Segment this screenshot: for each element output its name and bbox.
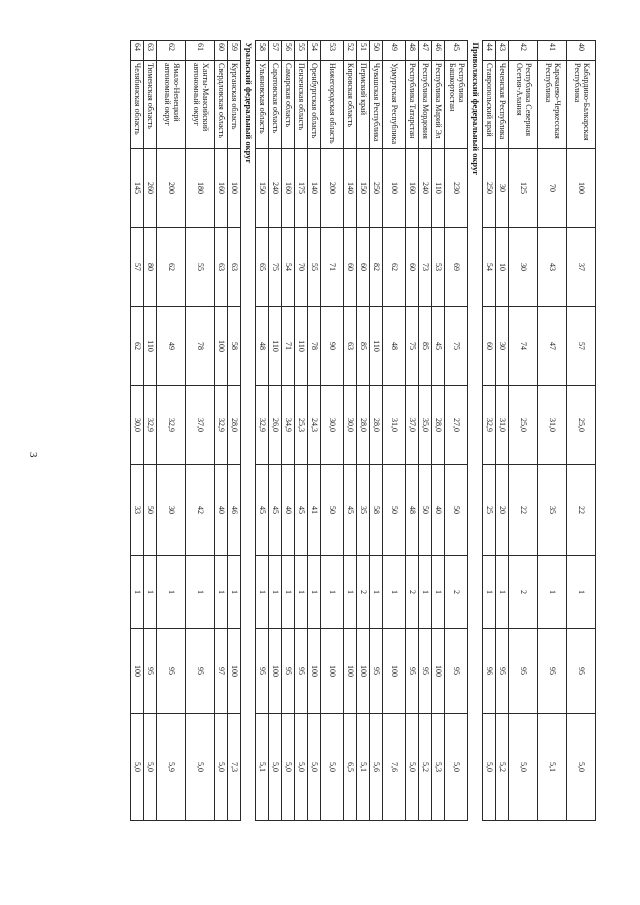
value-6: 1 xyxy=(157,556,186,629)
table-row xyxy=(282,41,295,821)
region-name: Оренбургская область xyxy=(308,61,321,149)
region-name: Республика Марий Эл xyxy=(432,61,445,149)
table-block-privolzhsky xyxy=(256,41,468,821)
table-row xyxy=(496,41,509,821)
table-row xyxy=(295,41,308,821)
region-name: Пензенская область xyxy=(295,61,308,149)
value-6: 1 xyxy=(144,556,157,629)
value-5: 20 xyxy=(496,465,509,556)
value-4: 32,9 xyxy=(144,386,157,465)
value-8: 5,0 xyxy=(509,714,538,821)
value-1: 240 xyxy=(269,149,282,228)
row-number: 49 xyxy=(383,41,406,61)
value-8: 5,0 xyxy=(308,714,321,821)
value-7: 95 xyxy=(295,629,308,714)
value-7: 95 xyxy=(538,629,567,714)
value-5: 50 xyxy=(321,465,344,556)
value-4: 34,9 xyxy=(282,386,295,465)
row-number: 60 xyxy=(215,41,228,61)
value-3: 90 xyxy=(321,307,344,386)
value-1: 30 xyxy=(496,149,509,228)
value-6: 1 xyxy=(228,556,241,629)
region-name: Кабардино-Балкарская Республика xyxy=(567,61,596,149)
value-8: 5,0 xyxy=(445,714,468,821)
value-6: 1 xyxy=(321,556,344,629)
value-5: 22 xyxy=(567,465,596,556)
value-5: 41 xyxy=(308,465,321,556)
value-6: 2 xyxy=(357,556,370,629)
value-3: 45 xyxy=(432,307,445,386)
region-name: Ставропольский край xyxy=(483,61,496,149)
region-name: Челябинская область xyxy=(131,61,144,149)
value-5: 48 xyxy=(406,465,419,556)
value-5: 33 xyxy=(131,465,144,556)
value-5: 50 xyxy=(383,465,406,556)
value-8: 5,0 xyxy=(295,714,308,821)
value-6: 2 xyxy=(406,556,419,629)
value-4: 32,9 xyxy=(215,386,228,465)
value-8: 5,0 xyxy=(567,714,596,821)
value-2: 37 xyxy=(567,228,596,307)
table-row xyxy=(419,41,432,821)
row-number: 63 xyxy=(144,41,157,61)
region-name: Ямало-Ненецкий автономный округ xyxy=(157,61,186,149)
value-4: 25,3 xyxy=(295,386,308,465)
row-number: 46 xyxy=(432,41,445,61)
value-6: 2 xyxy=(509,556,538,629)
value-5: 50 xyxy=(144,465,157,556)
value-5: 45 xyxy=(269,465,282,556)
value-8: 5,0 xyxy=(321,714,344,821)
value-2: 73 xyxy=(419,228,432,307)
value-3: 74 xyxy=(509,307,538,386)
value-6: 1 xyxy=(186,556,215,629)
value-7: 95 xyxy=(256,629,269,714)
value-2: 70 xyxy=(295,228,308,307)
value-2: 62 xyxy=(157,228,186,307)
table-row xyxy=(269,41,282,821)
region-name: Ханты-Мансийский автономный округ xyxy=(186,61,215,149)
row-number: 64 xyxy=(131,41,144,61)
row-number: 52 xyxy=(344,41,357,61)
value-5: 45 xyxy=(256,465,269,556)
region-name: Кировская область xyxy=(344,61,357,149)
value-5: 45 xyxy=(295,465,308,556)
value-5: 42 xyxy=(186,465,215,556)
value-8: 5,6 xyxy=(370,714,383,821)
value-3: 48 xyxy=(383,307,406,386)
value-6: 1 xyxy=(538,556,567,629)
value-1: 110 xyxy=(432,149,445,228)
row-number: 47 xyxy=(419,41,432,61)
value-3: 110 xyxy=(370,307,383,386)
value-8: 5,3 xyxy=(432,714,445,821)
table-row xyxy=(131,41,144,821)
value-6: 1 xyxy=(344,556,357,629)
region-name: Чувашская Республика xyxy=(370,61,383,149)
value-2: 60 xyxy=(357,228,370,307)
value-8: 7,3 xyxy=(228,714,241,821)
table-section-privolzhsky xyxy=(468,41,483,821)
value-6: 1 xyxy=(256,556,269,629)
value-3: 30 xyxy=(496,307,509,386)
value-7: 100 xyxy=(308,629,321,714)
value-7: 95 xyxy=(186,629,215,714)
value-3: 78 xyxy=(308,307,321,386)
value-3: 63 xyxy=(344,307,357,386)
value-7: 100 xyxy=(228,629,241,714)
value-4: 32,9 xyxy=(256,386,269,465)
value-6: 1 xyxy=(496,556,509,629)
value-7: 95 xyxy=(419,629,432,714)
value-1: 180 xyxy=(186,149,215,228)
value-2: 54 xyxy=(282,228,295,307)
value-8: 5,0 xyxy=(144,714,157,821)
row-number: 54 xyxy=(308,41,321,61)
value-4: 28,0 xyxy=(370,386,383,465)
value-3: 100 xyxy=(215,307,228,386)
table-row xyxy=(186,41,215,821)
value-3: 110 xyxy=(144,307,157,386)
table-row xyxy=(157,41,186,821)
row-number: 48 xyxy=(406,41,419,61)
value-4: 27,0 xyxy=(445,386,468,465)
value-3: 110 xyxy=(295,307,308,386)
row-number: 51 xyxy=(357,41,370,61)
value-8: 5,9 xyxy=(157,714,186,821)
value-7: 95 xyxy=(567,629,596,714)
row-number: 40 xyxy=(567,41,596,61)
value-7: 95 xyxy=(509,629,538,714)
value-7: 100 xyxy=(344,629,357,714)
value-2: 54 xyxy=(483,228,496,307)
value-5: 40 xyxy=(432,465,445,556)
value-7: 95 xyxy=(496,629,509,714)
value-6: 1 xyxy=(370,556,383,629)
value-2: 57 xyxy=(131,228,144,307)
value-1: 200 xyxy=(157,149,186,228)
value-8: 7,6 xyxy=(383,714,406,821)
value-6: 1 xyxy=(131,556,144,629)
value-1: 160 xyxy=(282,149,295,228)
table-row xyxy=(509,41,538,821)
value-3: 57 xyxy=(567,307,596,386)
region-name: Саратовская область xyxy=(269,61,282,149)
value-3: 48 xyxy=(256,307,269,386)
value-3: 85 xyxy=(419,307,432,386)
value-2: 30 xyxy=(509,228,538,307)
value-6: 1 xyxy=(308,556,321,629)
value-6: 1 xyxy=(432,556,445,629)
table-row xyxy=(215,41,228,821)
row-number: 59 xyxy=(228,41,241,61)
value-3: 85 xyxy=(357,307,370,386)
value-8: 5,0 xyxy=(282,714,295,821)
value-4: 26,0 xyxy=(269,386,282,465)
value-3: 47 xyxy=(538,307,567,386)
table-row xyxy=(483,41,496,821)
value-4: 25,0 xyxy=(567,386,596,465)
value-1: 175 xyxy=(295,149,308,228)
value-6: 1 xyxy=(483,556,496,629)
row-number: 57 xyxy=(269,41,282,61)
value-7: 95 xyxy=(370,629,383,714)
section-header-row xyxy=(241,41,256,821)
section-header: Приволжский федеральный округ xyxy=(468,41,483,821)
value-8: 5,2 xyxy=(419,714,432,821)
value-1: 250 xyxy=(483,149,496,228)
value-7: 97 xyxy=(215,629,228,714)
value-8: 5,1 xyxy=(357,714,370,821)
value-6: 1 xyxy=(282,556,295,629)
value-4: 31,0 xyxy=(496,386,509,465)
value-8: 5,0 xyxy=(269,714,282,821)
region-name: Свердловская область xyxy=(215,61,228,149)
value-2: 75 xyxy=(269,228,282,307)
value-7: 95 xyxy=(157,629,186,714)
value-1: 160 xyxy=(406,149,419,228)
row-number: 43 xyxy=(496,41,509,61)
value-6: 1 xyxy=(419,556,432,629)
value-7: 100 xyxy=(432,629,445,714)
table-row xyxy=(256,41,269,821)
table-row xyxy=(432,41,445,821)
value-5: 45 xyxy=(344,465,357,556)
value-1: 160 xyxy=(215,149,228,228)
value-8: 5,1 xyxy=(538,714,567,821)
value-8: 5,1 xyxy=(256,714,269,821)
row-number: 42 xyxy=(509,41,538,61)
table-row xyxy=(383,41,406,821)
value-4: 31,0 xyxy=(538,386,567,465)
value-3: 60 xyxy=(483,307,496,386)
value-4: 37,0 xyxy=(406,386,419,465)
rotated-table-container xyxy=(56,40,596,775)
value-1: 260 xyxy=(144,149,157,228)
value-4: 28,0 xyxy=(432,386,445,465)
region-name: Пермский край xyxy=(357,61,370,149)
value-4: 30,0 xyxy=(131,386,144,465)
table-row xyxy=(538,41,567,821)
value-1: 250 xyxy=(370,149,383,228)
table-row xyxy=(445,41,468,821)
table-block-ural xyxy=(131,41,241,821)
value-8: 5,2 xyxy=(496,714,509,821)
value-3: 58 xyxy=(228,307,241,386)
value-2: 60 xyxy=(406,228,419,307)
value-2: 10 xyxy=(496,228,509,307)
row-number: 44 xyxy=(483,41,496,61)
value-1: 125 xyxy=(509,149,538,228)
value-8: 5,0 xyxy=(483,714,496,821)
value-3: 49 xyxy=(157,307,186,386)
value-1: 240 xyxy=(419,149,432,228)
value-7: 100 xyxy=(383,629,406,714)
value-1: 150 xyxy=(256,149,269,228)
value-6: 1 xyxy=(295,556,308,629)
table-row xyxy=(370,41,383,821)
value-5: 40 xyxy=(215,465,228,556)
value-5: 25 xyxy=(483,465,496,556)
value-4: 32,9 xyxy=(157,386,186,465)
value-4: 30,0 xyxy=(321,386,344,465)
section-header-row xyxy=(468,41,483,821)
value-3: 78 xyxy=(186,307,215,386)
value-4: 28,0 xyxy=(228,386,241,465)
row-number: 62 xyxy=(157,41,186,61)
value-7: 100 xyxy=(357,629,370,714)
value-1: 140 xyxy=(308,149,321,228)
region-name: Самарская область xyxy=(282,61,295,149)
value-2: 82 xyxy=(370,228,383,307)
value-6: 1 xyxy=(215,556,228,629)
value-8: 5,0 xyxy=(215,714,228,821)
value-4: 35,0 xyxy=(419,386,432,465)
value-5: 22 xyxy=(509,465,538,556)
value-4: 31,0 xyxy=(383,386,406,465)
region-name: Республика Татарстан xyxy=(406,61,419,149)
row-number: 53 xyxy=(321,41,344,61)
value-2: 71 xyxy=(321,228,344,307)
value-2: 69 xyxy=(445,228,468,307)
row-number: 56 xyxy=(282,41,295,61)
region-name: Республика Мордовия xyxy=(419,61,432,149)
value-1: 150 xyxy=(357,149,370,228)
value-6: 1 xyxy=(383,556,406,629)
row-number: 61 xyxy=(186,41,215,61)
value-2: 62 xyxy=(383,228,406,307)
table-row xyxy=(567,41,596,821)
value-6: 1 xyxy=(269,556,282,629)
value-3: 62 xyxy=(131,307,144,386)
value-2: 80 xyxy=(144,228,157,307)
value-8: 6,5 xyxy=(344,714,357,821)
value-1: 100 xyxy=(383,149,406,228)
value-5: 30 xyxy=(157,465,186,556)
value-2: 55 xyxy=(186,228,215,307)
value-4: 25,0 xyxy=(509,386,538,465)
value-7: 100 xyxy=(321,629,344,714)
value-3: 75 xyxy=(445,307,468,386)
value-5: 35 xyxy=(357,465,370,556)
table-row xyxy=(321,41,344,821)
value-7: 100 xyxy=(269,629,282,714)
region-name: Республика Башкортостан xyxy=(445,61,468,149)
value-2: 43 xyxy=(538,228,567,307)
value-4: 24,3 xyxy=(308,386,321,465)
value-8: 5,0 xyxy=(131,714,144,821)
value-6: 1 xyxy=(567,556,596,629)
region-name: Курганская область xyxy=(228,61,241,149)
table-section-ural xyxy=(241,41,256,821)
value-2: 60 xyxy=(344,228,357,307)
value-3: 71 xyxy=(282,307,295,386)
value-2: 63 xyxy=(215,228,228,307)
value-4: 28,0 xyxy=(357,386,370,465)
value-3: 75 xyxy=(406,307,419,386)
value-3: 110 xyxy=(269,307,282,386)
value-8: 5,0 xyxy=(186,714,215,821)
region-name: Ульяновская область xyxy=(256,61,269,149)
table-row xyxy=(308,41,321,821)
value-5: 35 xyxy=(538,465,567,556)
value-2: 65 xyxy=(256,228,269,307)
value-1: 70 xyxy=(538,149,567,228)
value-1: 140 xyxy=(344,149,357,228)
row-number: 45 xyxy=(445,41,468,61)
value-7: 100 xyxy=(131,629,144,714)
value-5: 40 xyxy=(282,465,295,556)
value-4: 32,9 xyxy=(483,386,496,465)
row-number: 50 xyxy=(370,41,383,61)
value-1: 200 xyxy=(321,149,344,228)
region-name: Чеченская Республика xyxy=(496,61,509,149)
table-row xyxy=(344,41,357,821)
region-name: Удмуртская Республика xyxy=(383,61,406,149)
page-number: 3 xyxy=(27,452,39,458)
value-1: 230 xyxy=(445,149,468,228)
value-7: 95 xyxy=(144,629,157,714)
value-2: 55 xyxy=(308,228,321,307)
value-7: 95 xyxy=(406,629,419,714)
value-4: 37,0 xyxy=(186,386,215,465)
table-block-north-caucasus xyxy=(483,41,596,821)
value-1: 100 xyxy=(228,149,241,228)
section-header: Уральский федеральный округ xyxy=(241,41,256,821)
value-5: 50 xyxy=(445,465,468,556)
table-row xyxy=(357,41,370,821)
value-5: 50 xyxy=(419,465,432,556)
value-4: 30,0 xyxy=(344,386,357,465)
table-row xyxy=(228,41,241,821)
value-7: 96 xyxy=(483,629,496,714)
value-5: 58 xyxy=(370,465,383,556)
region-name: Республика Северная Осетия-Алания xyxy=(509,61,538,149)
region-name: Нижегородская область xyxy=(321,61,344,149)
row-number: 58 xyxy=(256,41,269,61)
regions-table xyxy=(130,40,596,821)
row-number: 55 xyxy=(295,41,308,61)
region-name: Карачаево-Черкесская Республика xyxy=(538,61,567,149)
value-7: 95 xyxy=(282,629,295,714)
table-row xyxy=(144,41,157,821)
value-1: 100 xyxy=(567,149,596,228)
value-5: 46 xyxy=(228,465,241,556)
region-name: Тюменская область xyxy=(144,61,157,149)
row-number: 41 xyxy=(538,41,567,61)
value-6: 2 xyxy=(445,556,468,629)
value-7: 95 xyxy=(445,629,468,714)
value-8: 5,0 xyxy=(406,714,419,821)
value-2: 53 xyxy=(432,228,445,307)
value-2: 63 xyxy=(228,228,241,307)
table-row xyxy=(406,41,419,821)
value-1: 145 xyxy=(131,149,144,228)
